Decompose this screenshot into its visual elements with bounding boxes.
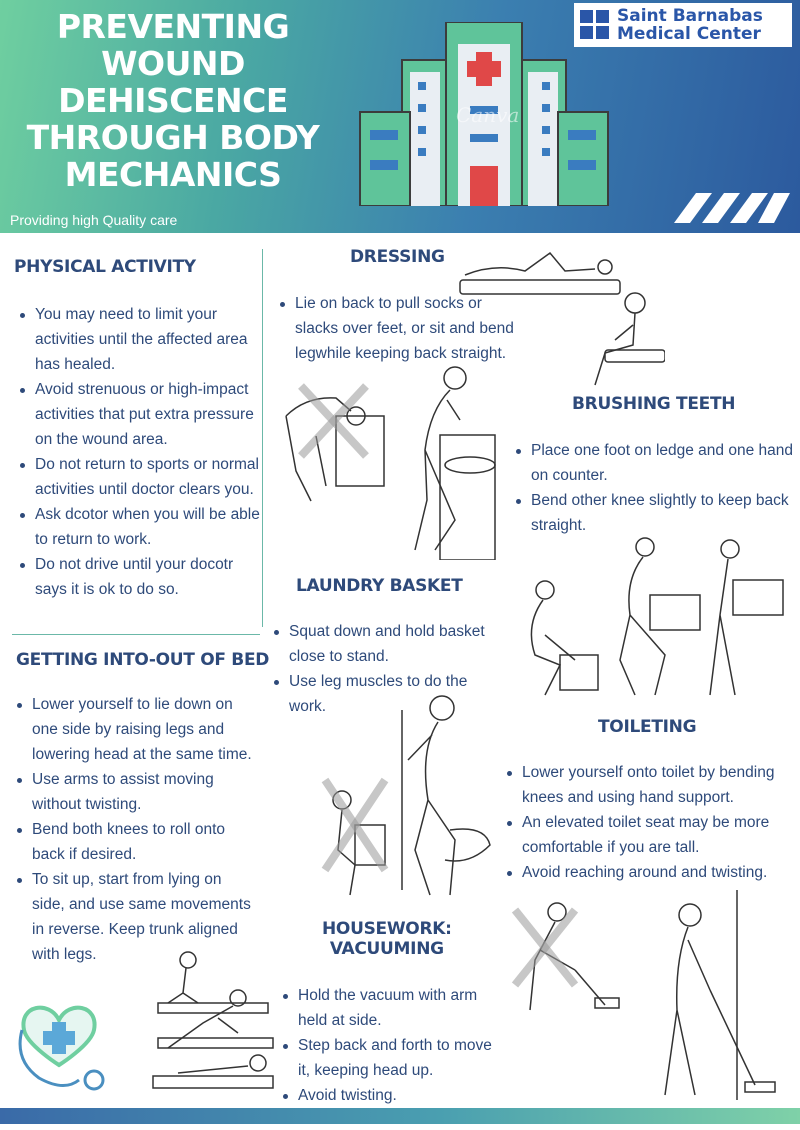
heading-housework-line1: HOUSEWORK: [322, 919, 452, 939]
heart-stethoscope-icon [14, 1000, 114, 1098]
list-item: Lower yourself onto toilet by bending knees and using hand support. [503, 760, 793, 810]
list-item: Avoid twisting. [279, 1083, 505, 1108]
bed-list [13, 692, 255, 967]
physical-activity-list [16, 302, 260, 602]
section-divider [12, 634, 260, 635]
laundry-basket-illustration [505, 535, 795, 700]
brushing-teeth-wrong-illustration [276, 376, 386, 506]
bed-illustration [148, 948, 278, 1108]
heading-getting-into-out-of-bed: GETTING INTO-OUT OF BED [16, 650, 270, 670]
decorative-stripes [674, 193, 794, 223]
list-item: Squat down and hold basket close to stand. [270, 619, 496, 669]
list-item: Lie on back to pull socks or slacks over feet, or sit and bend legwhile keeping back straight. [276, 291, 520, 366]
hospital-illustration [356, 22, 612, 206]
heading-housework [322, 919, 452, 959]
list-item: Bend both knees to roll onto back if desired. [13, 817, 255, 867]
heading-toileting: TOILETING [598, 717, 697, 737]
list-item: An elevated toilet seat may be more comfortable if you are tall. [503, 810, 793, 860]
list-item: Place one foot on ledge and one hand on counter. [512, 438, 794, 488]
column-divider [262, 249, 263, 627]
list-item: Use arms to assist moving without twisting. [13, 767, 255, 817]
list-item: Do not drive until your docotr says it is ok to do so. [16, 552, 260, 602]
list-item: To sit up, start from lying on side, and use same movements in reverse. Keep trunk aligned with legs. [13, 867, 255, 967]
list-item: Use leg muscles to do the work. [270, 669, 496, 719]
canva-watermark: Canva [456, 103, 520, 127]
brushing-teeth-right-illustration [385, 360, 500, 560]
list-item: Bend other knee slightly to keep back straight. [512, 488, 794, 538]
list-item: Lower yourself to lie down on one side by raising legs and lowering head at the same time. [13, 692, 255, 767]
list-item: You may need to limit your activities until the affected area has healed. [16, 302, 260, 377]
heading-housework-line2: VACUUMING [329, 939, 444, 959]
heading-dressing: DRESSING [350, 247, 445, 267]
list-item: Do not return to sports or normal activities until doctor clears you. [16, 452, 260, 502]
heading-laundry-basket: LAUNDRY BASKET [296, 576, 463, 596]
toileting-list [503, 760, 793, 885]
vacuuming-illustration [505, 890, 795, 1105]
tagline: Providing high Quality care [10, 212, 178, 228]
heading-brushing-teeth: BRUSHING TEETH [572, 394, 736, 414]
list-item: Avoid reaching around and twisting. [503, 860, 793, 885]
toileting-illustration [320, 690, 500, 905]
list-item: Ask dcotor when you will be able to return to work. [16, 502, 260, 552]
list-item: Step back and forth to move it, keeping head up. [279, 1033, 505, 1083]
footer-bar [0, 1108, 800, 1124]
heading-physical-activity: PHYSICAL ACTIVITY [14, 257, 196, 277]
logo-line-1: Saint Barnabas [617, 6, 763, 26]
brushing-teeth-list [512, 438, 794, 538]
housework-list [279, 983, 505, 1108]
logo-line-2: Medical Center [617, 24, 761, 44]
page-title: PREVENTING WOUND DEHISCENCE THROUGH BODY MECHANICS [26, 7, 320, 194]
list-item: Avoid strenuous or high-impact activities that put extra pressure on the wound area. [16, 377, 260, 452]
list-item: Hold the vacuum with arm held at side. [279, 983, 505, 1033]
hospital-logo [574, 3, 792, 47]
header-banner [0, 0, 800, 233]
logo-squares-icon [580, 10, 610, 40]
